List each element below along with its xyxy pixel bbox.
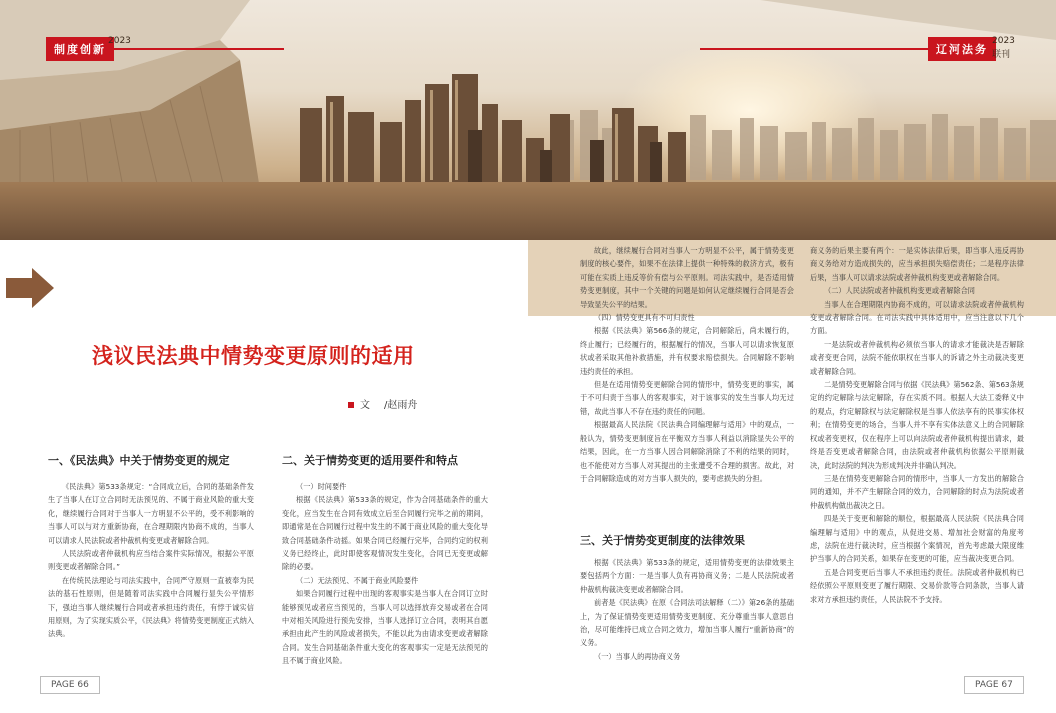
- arrow-right-icon: [6, 268, 58, 308]
- col4-paragraph: 五是合同变更后当事人不承担违约责任。法院或者仲裁机构已经依照公平原则变更了履行期限、交易价款等合同条款，当事人请求对方承担违约责任，人民法院不予支持。: [810, 567, 1024, 604]
- col3-subheading: （四）情势变更具有不可归责性: [594, 313, 695, 323]
- col4-subheading: （二）人民法院或者仲裁机构变更或者解除合同: [824, 286, 975, 296]
- col1-heading: 一、《民法典》中关于情势变更的规定: [48, 454, 230, 467]
- col1-paragraph: 《民法典》第533条规定：“合同成立后，合同的基础条件发生了当事人在订立合同时无法预见的、不属于商业风险的重大变化，继续履行合同对于当事人一方明显不公平的，受不利影响的当事人可以与对方重新协商，在合理期限内协商不成的，当事人可以请求人民法院或者仲裁机构变更或者解除合同。: [48, 482, 254, 545]
- col4-paragraph: 一是法院或者仲裁机构必须依当事人的请求才能裁决是否解除或者变更合同，法院不能依职权在当事人的诉请之外主动裁决变更或者解除合同。: [810, 339, 1024, 376]
- col1-paragraph: 人民法院或者仲裁机构应当结合案件实际情况，根据公平原则变更或者解除合同。”: [48, 549, 254, 572]
- col3-subheading: （一）当事人的再协商义务: [594, 651, 681, 661]
- col4-paragraph: 当事人在合理期限内协商不成的，可以请求法院或者仲裁机构变更或者解除合同。在司法实践中具体适用中，应当注意以下几个方面。: [810, 299, 1024, 336]
- author-name: /赵雨舟: [384, 400, 418, 411]
- byline-marker: [348, 402, 354, 408]
- col3-paragraph: 根据《民法典》第566条的规定，合同解除后，尚未履行的，终止履行；已经履行的，根据履行的情况，当事人可以请求恢复原状或者采取其他补救措施，并有权要求赔偿损失。合同解除不影响违约责任的承担。: [580, 326, 794, 376]
- col3-paragraph: 故此，继续履行合同对当事人一方明显不公平，属于情势变更制度的核心要件，如果不在法律上提供一种特殊的救济方式，极有可能在实质上违反等价有偿与公平原则。司法实践中，是否适用情势变更制度，其中一个关键的问题是如何认定继续履行合同是否会导致显失公平的结果。: [580, 246, 794, 309]
- page-number-right: PAGE 67: [964, 676, 1024, 694]
- col4-paragraph: 二是情势变更解除合同与依据《民法典》第562条、第563条规定的约定解除与法定解除，存在实质不同。根据人大法工委释义中的观点，约定解除权与法定解除权是当事人依法享有的民事实体权利；在情势变更的场合，当事人并不享有实体法意义上的合同解除权或者变更权，仅在程序上可以向法院或者仲裁机构提出请求，最终是否变更或者解除合同，由法院或者仲裁机构依据公平原则裁决，此时法院的判决为形成判决并非确认判决。: [810, 380, 1024, 470]
- col3-body-bottom: [580, 556, 794, 663]
- col4-paragraph: 三是在情势变更解除合同的情形中，当事人一方发出的解除合同的通知，并不产生解除合同的效力，合同解除的时点为法院或者仲裁机构做出裁决之日。: [810, 473, 1024, 510]
- byline-label: 文: [360, 400, 370, 411]
- col3-body-top: [580, 244, 794, 485]
- hero-ground: [0, 182, 1056, 240]
- hero-city-skyline-image: [0, 0, 1056, 240]
- col3-paragraph: 根据最高人民法院《民法典合同编理解与适用》中的观点，一般认为，情势变更制度旨在平衡双方当事人利益以消除显失公平的结果，因此，在一方当事人因合同解除消除了不利的结果的同时，也不能使对方当事人对其提出的主张遭受不合理的损害。故此，对于合同解除造成的对方当事人损失的，要考虑损失的分担。: [580, 420, 794, 483]
- col1-paragraph: 在传统民法理论与司法实践中，合同严守原则一直被奉为民法的基石性原则，但是随着司法实践中合同履行显失公平情形下，强迫当事人继续履行合同或者承担违约责任，有悖于诚实信用原则，为了实现实质公平，《民法典》将情势变更制度正式纳入法典。: [48, 575, 254, 639]
- col2-subheading: （二）无法预见、不属于商业风险要件: [296, 575, 419, 585]
- col3-paragraph: 根据《民法典》第533条的规定，适用情势变更的法律效果主要包括两个方面：一是当事人负有再协商义务；二是人民法院或者仲裁机构裁决变更或者解除合同。: [580, 558, 794, 594]
- col2-body: [282, 480, 488, 668]
- col3-paragraph: 但是在适用情势变更解除合同的情形中，情势变更的事实，属于不可归责于当事人的客观事实，对于该事实的发生当事人均无过错，故此当事人不存在违约责任的问题。: [580, 380, 794, 416]
- page-number-left: PAGE 66: [40, 676, 100, 694]
- col4-paragraph: 商义务的后果主要有两个：一是实体法律后果，即当事人违反再协商义务给对方造成损失的，应当承担损失赔偿责任；二是程序法律后果，当事人可以请求法院或者仲裁机构变更或者解除合同。: [810, 246, 1024, 282]
- col3-heading: 三、关于情势变更制度的法律效果: [580, 534, 745, 547]
- col2-paragraph: 根据《民法典》第533条的规定，作为合同基础条件的重大变化，应当发生在合同有效成立后至合同履行完毕之前的期间，即通常是在合同履行过程中发生的不属于商业风险的重大变化导致合同基础条件动摇。如果合同已经履行完毕，合同约定的权利义务已经终止，此时即使客观情况发生变化，合同已无变更或解除的必要。: [282, 495, 488, 572]
- col3-paragraph: 前者是《民法典》在原《合同法司法解释（二）》第26条的基础上，为了保证情势变更适用情势变更制度、充分尊重当事人意思自治，尽可能维持已成立合同之效力，增加当事人履行“重新协商”的义务。: [580, 598, 794, 648]
- header-year-left: 2023: [108, 36, 131, 46]
- col2-heading: 二、关于情势变更的适用要件和特点: [282, 454, 458, 467]
- section-tag-right: 辽河法务: [928, 37, 996, 61]
- col2-subheading: （一）时间要件: [296, 482, 347, 491]
- col4-body: [810, 244, 1024, 606]
- col2-paragraph: 如果合同履行过程中出现的客观事实是当事人在合同订立时能够预见或者应当预见的，当事人可以选择放弃交易或者在合同中对相关风险进行预先安排，当事人选择订立合同，表明其自愿承担由此产生的风险或者损失，不能以此为由请求变更或者解除合同。发生合同基础条件重大变化的客观事实一定是无法预见的且不属于商业风险。: [282, 589, 488, 666]
- col4-paragraph: 四是关于变更和解除的顺位，根据最高人民法院《民法典合同编理解与适用》中的观点，从促进交易、增加社会财富的角度考虑，法院在进行裁决时，应当根据个案情况，首先考虑最大限度维护当事人的合同关系，如果存在变更的可能，应当裁决变更合同。: [810, 514, 1024, 564]
- article-title: 浅议民法典中情势变更原则的适用: [92, 344, 415, 368]
- byline: [348, 396, 417, 411]
- header-year-right: 2023: [992, 36, 1015, 46]
- header-sub-right: 联刊: [992, 50, 1011, 60]
- header-rule-right: [700, 48, 930, 50]
- section-tag-left: 制度创新: [46, 37, 114, 61]
- col1-body: [48, 480, 254, 641]
